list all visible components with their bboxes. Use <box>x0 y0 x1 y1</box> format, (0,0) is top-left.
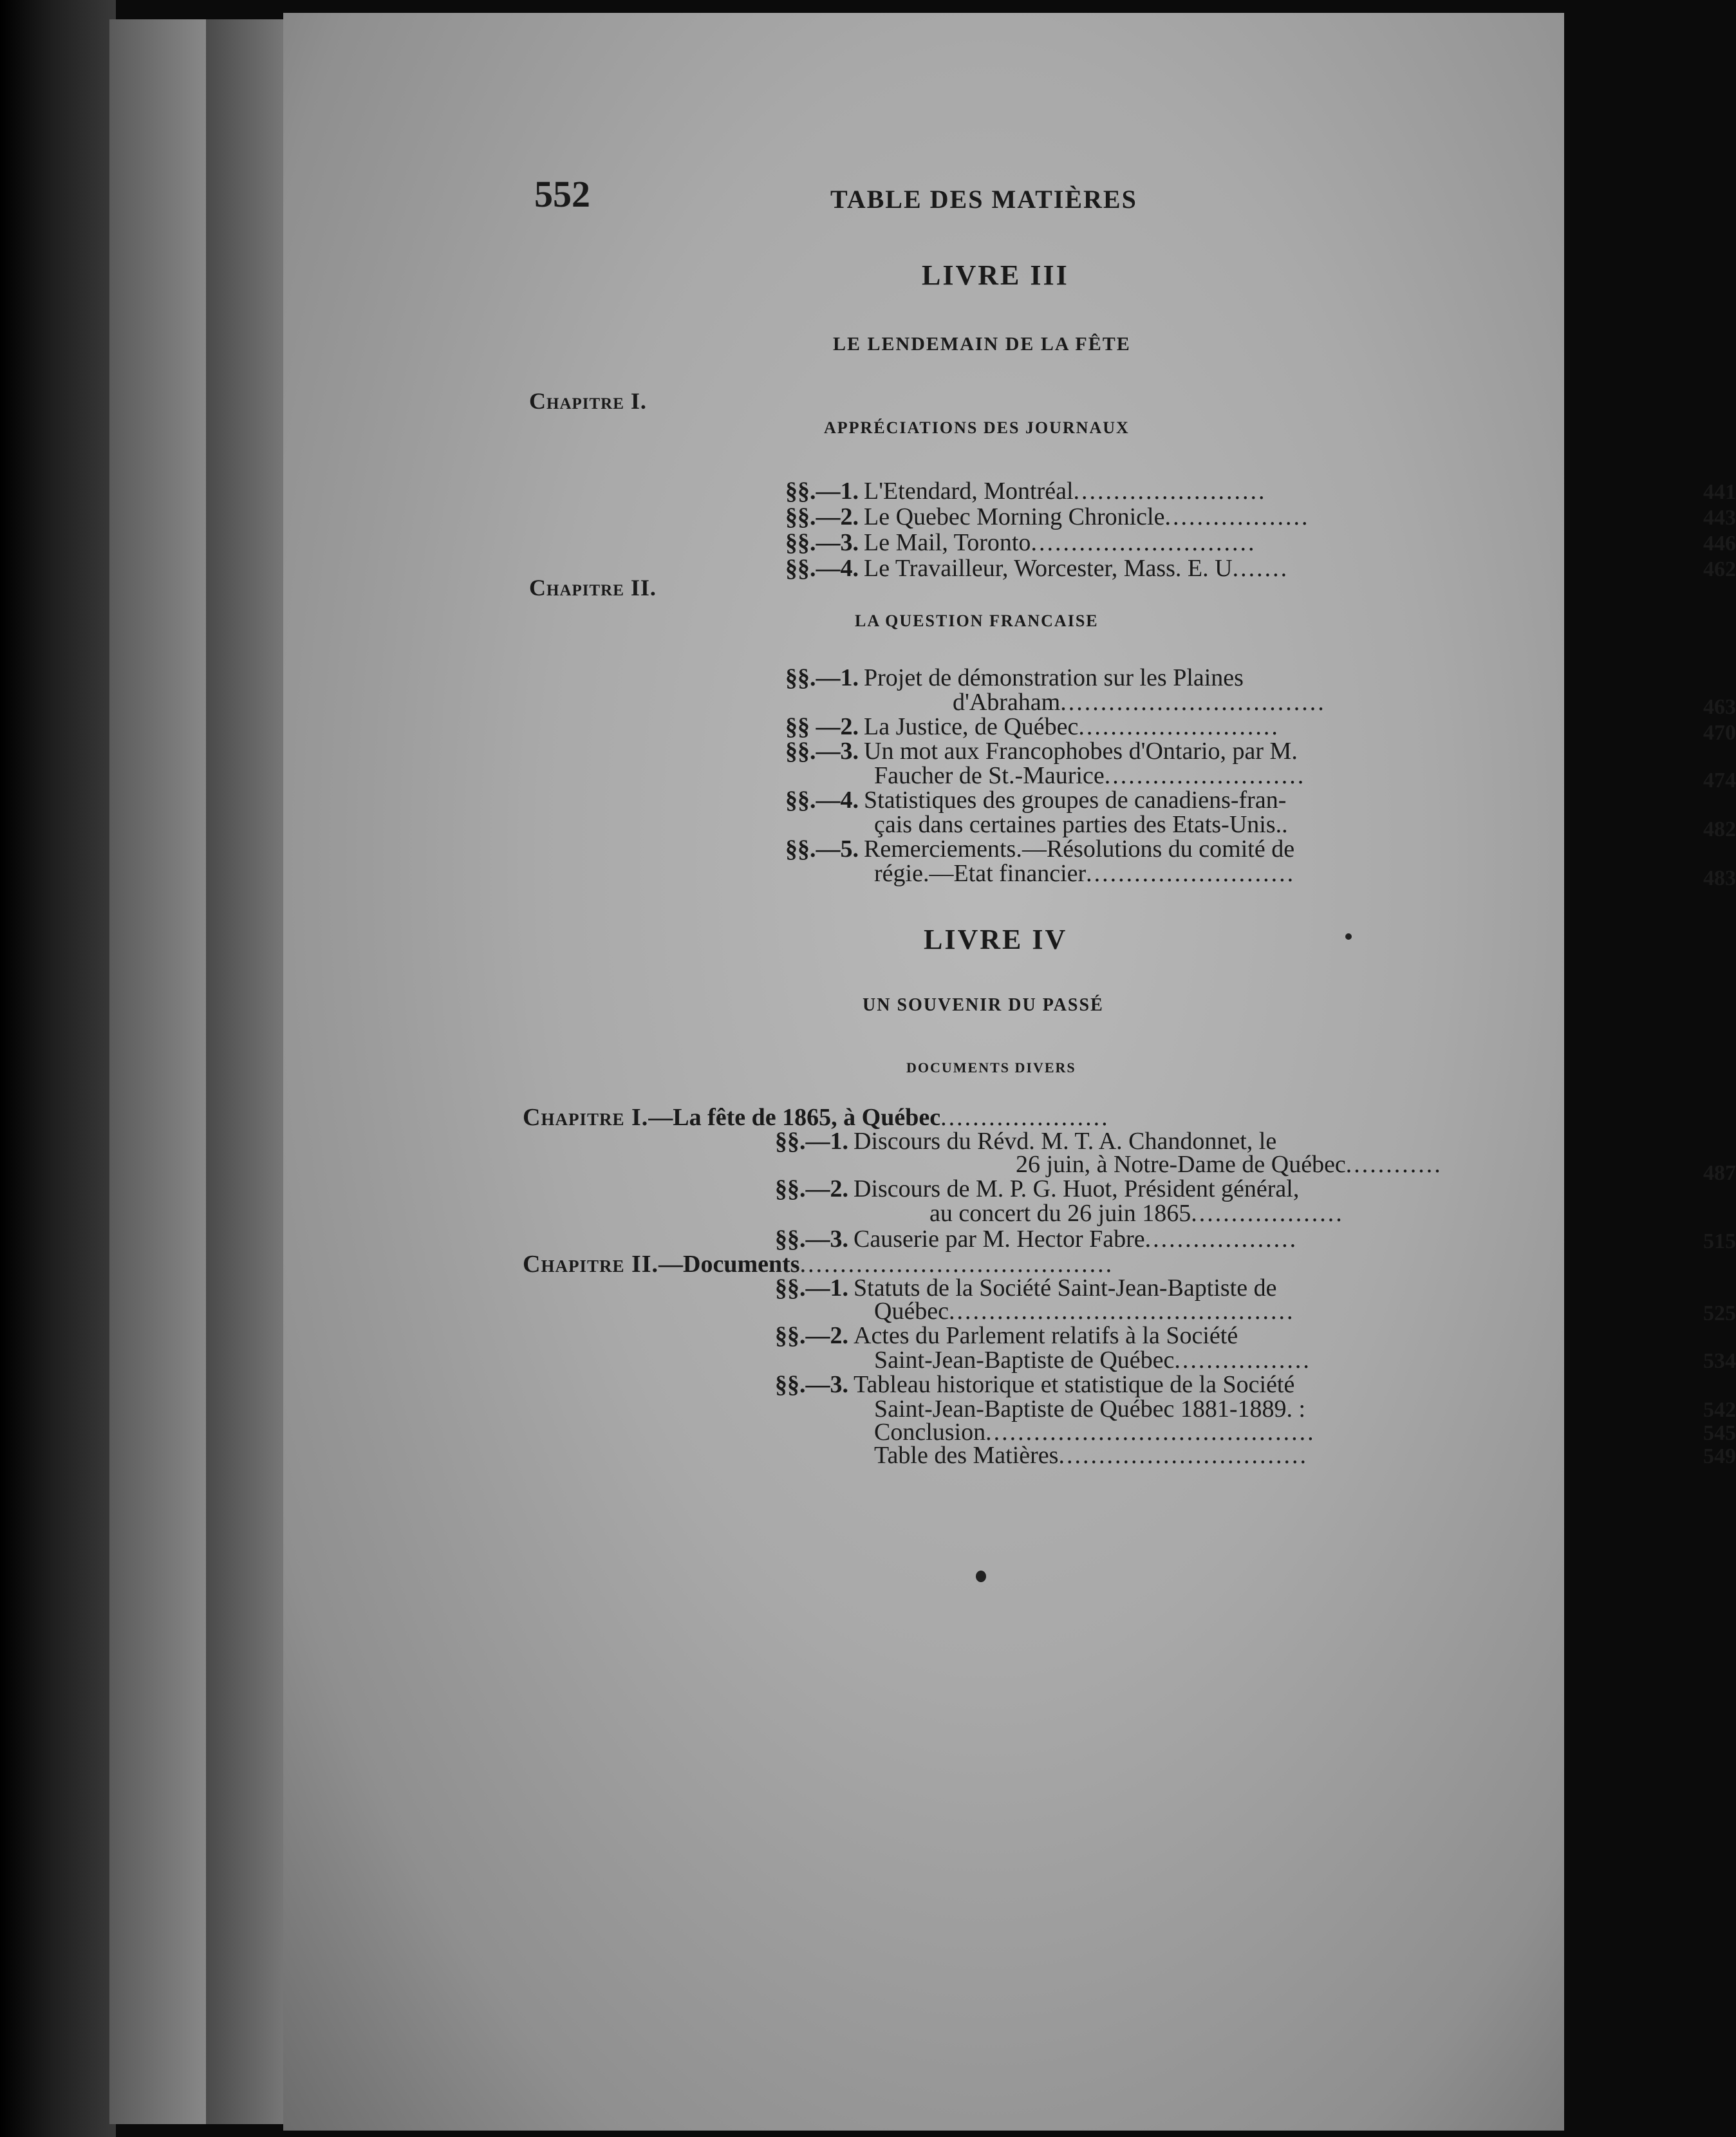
toc-page-number: 483 <box>1703 866 1736 890</box>
toc-page-number: 525 <box>1703 1302 1736 1325</box>
toc-entry-continuation: Faucher de St.-Maurice......................... <box>874 762 1306 789</box>
page-number: 552 <box>534 173 590 215</box>
toc-page-number: 470 <box>1703 721 1736 745</box>
toc-entry: §§.—1. Projet de démonstration sur les Plaines <box>785 664 1244 691</box>
toc-page-number: 462 <box>1703 557 1736 581</box>
toc-entry-continuation: Québec........................................... <box>874 1298 1295 1325</box>
chapitre-1-label: Chapitre I. <box>529 388 647 414</box>
toc-entry: §§.—2. Actes du Parlement relatifs à la Société <box>775 1322 1238 1349</box>
livre-4-title: LIVRE IV <box>924 924 1068 955</box>
toc-entry-continuation: çais dans certaines parties des Etats-Unis.. <box>874 811 1288 838</box>
ink-speck <box>1345 933 1352 940</box>
toc-entry: §§.—1. Statuts de la Société Saint-Jean-Baptiste de <box>775 1274 1277 1302</box>
toc-page-number: 446 <box>1703 532 1736 555</box>
toc-entry-continuation: au concert du 26 juin 1865................... <box>929 1200 1344 1227</box>
toc-entry: §§.—5. Remerciements.—Résolutions du comité de <box>785 835 1295 863</box>
toc-page-number: 443 <box>1703 506 1736 530</box>
toc-entry-continuation: 26 juin, à Notre-Dame de Québec............ <box>1016 1151 1442 1178</box>
toc-page-number: 441 <box>1703 480 1736 504</box>
toc-entry: §§.—2. Le Quebec Morning Chronicle.................. <box>785 503 1310 530</box>
toc-page-number: 474 <box>1703 769 1736 792</box>
toc-entry: §§.—3. Le Mail, Toronto............................ <box>785 529 1256 556</box>
livre-3-title: LIVRE III <box>922 259 1069 291</box>
book-binding-edge <box>0 0 116 2137</box>
toc-page-number: 545 <box>1703 1421 1736 1445</box>
toc-entry-continuation: Saint-Jean-Baptiste de Québec 1881-1889. : <box>874 1395 1306 1423</box>
toc-page-number: 487 <box>1703 1161 1736 1185</box>
toc-entry: §§.—3. Un mot aux Francophobes d'Ontario, par M. <box>785 738 1298 765</box>
toc-entry: §§ —2. La Justice, de Québec......................... <box>785 713 1280 740</box>
toc-entry: §§.—4. Le Travailleur, Worcester, Mass. E. U....... <box>785 555 1289 582</box>
toc-page-number: 482 <box>1703 817 1736 841</box>
livre-4-chapitre-2: Chapitre II.—Documents....................................... <box>523 1251 1114 1278</box>
livre-4-small-heading: DOCUMENTS DIVERS <box>906 1059 1076 1076</box>
toc-page-number: 542 <box>1703 1398 1736 1422</box>
toc-entry: §§.—1. Discours du Révd. M. T. A. Chandonnet, le <box>775 1128 1277 1155</box>
ink-speck <box>976 1571 986 1582</box>
livre-4-subtitle: UN SOUVENIR DU PASSÉ <box>863 995 1104 1015</box>
toc-entry: §§.—3. Tableau historique et statistique de la Société <box>775 1371 1295 1398</box>
livre-4-chapitre-1: Chapitre I.—La fête de 1865, à Québec..................... <box>523 1104 1110 1131</box>
toc-page-number: 463 <box>1703 695 1736 719</box>
toc-page-number: 515 <box>1703 1229 1736 1253</box>
chapitre-1-heading: APPRÉCIATIONS DES JOURNAUX <box>824 418 1130 437</box>
toc-entry: Table des Matières............................... <box>874 1442 1308 1469</box>
toc-entry-continuation: Saint-Jean-Baptiste de Québec................. <box>874 1347 1311 1374</box>
toc-entry: §§.—1. L'Etendard, Montréal........................ <box>785 478 1267 505</box>
chapitre-2-label: Chapitre II. <box>529 575 657 601</box>
toc-entry-continuation: d'Abraham................................. <box>953 689 1326 716</box>
toc-page-number: 549 <box>1703 1444 1736 1468</box>
toc-entry: §§.—2. Discours de M. P. G. Huot, Président général, <box>775 1175 1300 1202</box>
toc-entry: §§.—3. Causerie par M. Hector Fabre................... <box>775 1226 1298 1253</box>
chapitre-2-heading: LA QUESTION FRANCAISE <box>855 611 1099 630</box>
livre-3-subtitle: LE LENDEMAIN DE LA FÊTE <box>833 333 1131 355</box>
toc-page-number: 534 <box>1703 1349 1736 1373</box>
toc-entry: Conclusion......................................... <box>874 1419 1316 1446</box>
toc-entry-continuation: régie.—Etat financier.......................... <box>874 860 1296 887</box>
toc-entry: §§.—4. Statistiques des groupes de canadiens-fran- <box>785 787 1287 814</box>
running-head: TABLE DES MATIÈRES <box>830 185 1137 214</box>
book-page <box>283 13 1736 2131</box>
